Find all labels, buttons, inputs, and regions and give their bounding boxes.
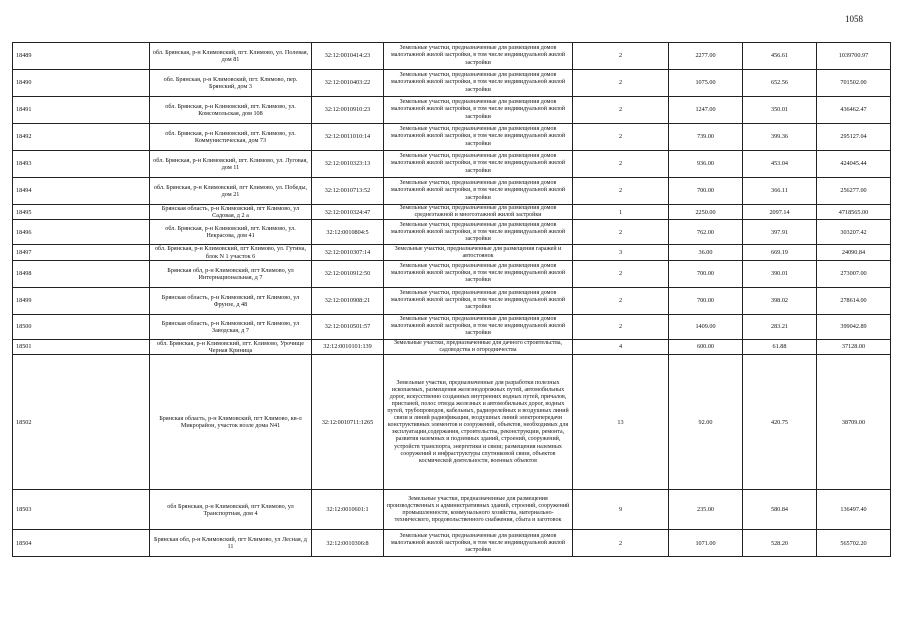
table-row — [13, 260, 891, 287]
cell-cadastral-value: 399042.89 — [817, 314, 891, 339]
cell-group: 1 — [573, 205, 669, 220]
cell-cadastral-number: 32:12:0010912:50 — [312, 260, 384, 287]
cell-area: 600.00 — [669, 339, 743, 354]
cell-area: 1075.00 — [669, 70, 743, 97]
cell-cadastral-value: 303207.42 — [817, 220, 891, 245]
cell-cadastral-number: 32:12:0010601:1 — [312, 490, 384, 530]
cell-address: обл. Брянская, р-н Климовский, пгт Климово, ул. Победы, дом 21 — [150, 178, 312, 205]
cell-cadastral-value: 436462.47 — [817, 97, 891, 124]
cell-cadastral-number: 32:12:0010323:13 — [312, 151, 384, 178]
cell-index: 18501 — [13, 339, 150, 354]
cell-cadastral-value: 256277.00 — [817, 178, 891, 205]
cell-cadastral-value: 38709.00 — [817, 355, 891, 490]
cell-specific-value: 61.88 — [743, 339, 817, 354]
table-row — [13, 97, 891, 124]
cell-land-use: Земельные участки, предназначенные для размещения домов малоэтажной жилой застройки, в том числе индивидуальной жилой застройки — [384, 43, 573, 70]
cell-address: обл. Брянская, р-н Климовский, пгт Климово, ул. Гутина, блок N 1 участок 6 — [150, 245, 312, 260]
cell-cadastral-number: 32:12:0011010:14 — [312, 124, 384, 151]
cell-group: 2 — [573, 97, 669, 124]
cell-specific-value: 366.11 — [743, 178, 817, 205]
cell-specific-value: 397.91 — [743, 220, 817, 245]
cell-group: 2 — [573, 260, 669, 287]
cell-index: 18491 — [13, 97, 150, 124]
cell-area: 1071.00 — [669, 530, 743, 557]
table-row — [13, 220, 891, 245]
cell-land-use: Земельные участки, предназначенные для размещения домов малоэтажной жилой застройки, в том числе индивидуальной жилой застройки — [384, 314, 573, 339]
cell-group: 3 — [573, 245, 669, 260]
page-number: 1058 — [845, 14, 863, 24]
cell-cadastral-value: 701502.00 — [817, 70, 891, 97]
cell-area: 92.00 — [669, 355, 743, 490]
cell-cadastral-number: 32:12:0010307:14 — [312, 245, 384, 260]
cell-index: 18493 — [13, 151, 150, 178]
cell-land-use: Земельные участки, предназначенные для размещения домов малоэтажной жилой застройки, в том числе индивидуальной жилой застройки — [384, 124, 573, 151]
table-row — [13, 124, 891, 151]
cell-address: обл Брянская, р-н Климовский, пгт Климово, ул Транспортная, дом 4 — [150, 490, 312, 530]
cell-area: 235.00 — [669, 490, 743, 530]
cell-index: 18489 — [13, 43, 150, 70]
cell-land-use: Земельные участки, предназначенные для размещения домов малоэтажной жилой застройки, в том числе индивидуальной жилой застройки — [384, 530, 573, 557]
cell-cadastral-number: 32:12:0010711:1265 — [312, 355, 384, 490]
cell-index: 18499 — [13, 287, 150, 314]
cell-group: 2 — [573, 178, 669, 205]
cell-land-use: Земельные участки, предназначенные для размещения производственных и административных зданий, строений, сооружений промышленности, коммунального хозяйства, материально-технического, продовольственного снабжения, сбыта и заготовок — [384, 490, 573, 530]
table-row — [13, 355, 891, 490]
cell-area: 1247.00 — [669, 97, 743, 124]
cell-land-use: Земельные участки, предназначенные для размещения домов малоэтажной жилой застройки, в том числе индивидуальной жилой застройки — [384, 260, 573, 287]
cell-index: 18494 — [13, 178, 150, 205]
table-row — [13, 287, 891, 314]
cell-area: 1409.00 — [669, 314, 743, 339]
table-row — [13, 314, 891, 339]
cell-address: обл. Брянская, р-н Климовский, пгт. Климово, ул. Полевая, дом 81 — [150, 43, 312, 70]
table-row — [13, 43, 891, 70]
cell-cadastral-value: 37128.00 — [817, 339, 891, 354]
cell-land-use: Земельные участки, предназначенные для размещения домов малоэтажной жилой застройки, в том числе индивидуальной жилой застройки — [384, 97, 573, 124]
cell-cadastral-number: 32:12:0010804:5 — [312, 220, 384, 245]
cell-cadastral-number: 32:12:0010101:139 — [312, 339, 384, 354]
cell-address: обл. Брянская, р-н Климовский, пгт. Климово, ул. Коммунистическая, дом 73 — [150, 124, 312, 151]
cell-address: Брянская область, р-н Климовский, пгт Климово, ул Фрунзе, д 48 — [150, 287, 312, 314]
cell-specific-value: 390.01 — [743, 260, 817, 287]
table-row — [13, 339, 891, 354]
cell-land-use: Земельные участки, предназначенные для размещения домов малоэтажной жилой застройки, в том числе индивидуальной жилой застройки — [384, 70, 573, 97]
cell-land-use: Земельные участки, предназначенные для дачного строительства, садоводства и огородничества — [384, 339, 573, 354]
cell-cadastral-value: 136497.40 — [817, 490, 891, 530]
cell-area: 700.00 — [669, 287, 743, 314]
cell-cadastral-value: 565702.20 — [817, 530, 891, 557]
cell-address: обл. Брянская, р-н Климовский, пгт. Климово, пер. Брянский, дом 3 — [150, 70, 312, 97]
cell-address: обл. Брянская, р-н Климовский, пгт. Климово, ул. Луговая, дом 11 — [150, 151, 312, 178]
cell-cadastral-number: 32:12:0010713:52 — [312, 178, 384, 205]
cell-area: 936.00 — [669, 151, 743, 178]
cell-index: 18503 — [13, 490, 150, 530]
cell-group: 2 — [573, 314, 669, 339]
cell-group: 2 — [573, 70, 669, 97]
cell-cadastral-value: 1039700.97 — [817, 43, 891, 70]
cell-group: 2 — [573, 151, 669, 178]
cell-index: 18492 — [13, 124, 150, 151]
cell-address: обл. Брянская, р-н Климовский, пгт. Климово, ул. Комсомольская, дом 108 — [150, 97, 312, 124]
cell-specific-value: 669.19 — [743, 245, 817, 260]
cell-land-use: Земельные участки, предназначенные для размещения домов малоэтажной жилой застройки, в том числе индивидуальной жилой застройки — [384, 220, 573, 245]
cell-specific-value: 350.01 — [743, 97, 817, 124]
cell-land-use: Земельные участки, предназначенные для размещения гаражей и автостоянок — [384, 245, 573, 260]
cell-specific-value: 580.84 — [743, 490, 817, 530]
cell-cadastral-value: 4718565.00 — [817, 205, 891, 220]
cell-index: 18490 — [13, 70, 150, 97]
cell-group: 2 — [573, 43, 669, 70]
cell-cadastral-number: 32:12:0010414:23 — [312, 43, 384, 70]
cell-land-use: Земельные участки, предназначенные для размещения домов малоэтажной жилой застройки, в том числе индивидуальной жилой застройки — [384, 178, 573, 205]
cell-specific-value: 2097.14 — [743, 205, 817, 220]
cell-index: 18495 — [13, 205, 150, 220]
table-row — [13, 245, 891, 260]
cell-cadastral-number: 32:12:0010403:22 — [312, 70, 384, 97]
cell-specific-value: 283.21 — [743, 314, 817, 339]
cell-area: 700.00 — [669, 178, 743, 205]
cell-index: 18504 — [13, 530, 150, 557]
cell-cadastral-number: 32:12:0010306:8 — [312, 530, 384, 557]
cell-cadastral-number: 32:12:0010324:47 — [312, 205, 384, 220]
cell-specific-value: 456.61 — [743, 43, 817, 70]
table-row — [13, 490, 891, 530]
cell-specific-value: 398.02 — [743, 287, 817, 314]
cell-cadastral-number: 32:12:0010908:21 — [312, 287, 384, 314]
cell-group: 2 — [573, 287, 669, 314]
cell-cadastral-number: 32:12:0010501:57 — [312, 314, 384, 339]
cell-index: 18496 — [13, 220, 150, 245]
land-register-table — [12, 42, 891, 557]
cell-area: 36.00 — [669, 245, 743, 260]
cell-cadastral-number: 32:12:0010910:23 — [312, 97, 384, 124]
cell-group: 2 — [573, 530, 669, 557]
cell-area: 700.00 — [669, 260, 743, 287]
cell-group: 9 — [573, 490, 669, 530]
cell-index: 18498 — [13, 260, 150, 287]
table-row — [13, 205, 891, 220]
cell-group: 2 — [573, 220, 669, 245]
cell-specific-value: 453.04 — [743, 151, 817, 178]
cell-cadastral-value: 278614.00 — [817, 287, 891, 314]
cell-specific-value: 528.20 — [743, 530, 817, 557]
cell-specific-value: 652.56 — [743, 70, 817, 97]
cell-address: Брянская обл, р-н Климовский, пгт Климово, ул Интернациональная, д 7 — [150, 260, 312, 287]
cell-cadastral-value: 273007.00 — [817, 260, 891, 287]
cell-index: 18500 — [13, 314, 150, 339]
cell-address: обл. Брянская, р-н Климовский, пгт. Климово, Урочище Черная Криница — [150, 339, 312, 354]
cell-index: 18497 — [13, 245, 150, 260]
table-row — [13, 151, 891, 178]
cell-address: Брянская обл, р-н Климовский, пгт Климово, ул Лесная, д 11 — [150, 530, 312, 557]
cell-land-use: Земельные участки, предназначенные для размещения домов малоэтажной жилой застройки, в том числе индивидуальной жилой застройки — [384, 151, 573, 178]
cell-index: 18502 — [13, 355, 150, 490]
cell-area: 762.00 — [669, 220, 743, 245]
cell-address: Брянская область, р-н Климовский, пгт Климово, кв-л Микрорайон, участок возле дома N41 — [150, 355, 312, 490]
table-row — [13, 530, 891, 557]
cell-cadastral-value: 24090.84 — [817, 245, 891, 260]
cell-group: 4 — [573, 339, 669, 354]
cell-group: 13 — [573, 355, 669, 490]
cell-cadastral-value: 424045.44 — [817, 151, 891, 178]
cell-address: Брянская область, р-н Климовский, пгт Климово, ул Заводская, д 7 — [150, 314, 312, 339]
cell-specific-value: 399.36 — [743, 124, 817, 151]
cell-specific-value: 420.75 — [743, 355, 817, 490]
cell-land-use: Земельные участки, предназначенные для разработки полезных ископаемых, размещения железнодорожных путей, автомобильных дорог, искусственно созданных внутренних водных путей, причалов, пристаней, полос отвода железных и автомобильных дорог, водных путей, трубопроводов, кабельных, радиорелейных и воздушных линий связи и линий радиофикации, воздушных линий электропередачи конструктивных элементов и сооружений, объектов, необходимых для эксплуатации,содержания, строительства, реконструкции, ремонта, развития наземных и подземных зданий, строений, сооружений, устройств транспорта, энергетики и связи; размещения наземных сооружений и инфраструктуры спутниковой связи, объектов космической деятельности, военных объектов — [384, 355, 573, 490]
cell-area: 2277.00 — [669, 43, 743, 70]
cell-land-use: Земельные участки, предназначенные для размещения домов малоэтажной жилой застройки, в том числе индивидуальной жилой застройки — [384, 287, 573, 314]
table-row — [13, 178, 891, 205]
cell-group: 2 — [573, 124, 669, 151]
table-row — [13, 70, 891, 97]
cell-area: 739.00 — [669, 124, 743, 151]
cell-land-use: Земельные участки, предназначенные для размещения домов среднеэтажной и многоэтажной жилой застройки — [384, 205, 573, 220]
cell-address: Брянская область, р-н Климовский, пгт Климово, ул Садовая, д 2 а — [150, 205, 312, 220]
cell-cadastral-value: 295127.04 — [817, 124, 891, 151]
cell-area: 2250.00 — [669, 205, 743, 220]
cell-address: обл. Брянская, р-н Климовский, пгт. Климово, ул. Некрасова, дом 41 — [150, 220, 312, 245]
